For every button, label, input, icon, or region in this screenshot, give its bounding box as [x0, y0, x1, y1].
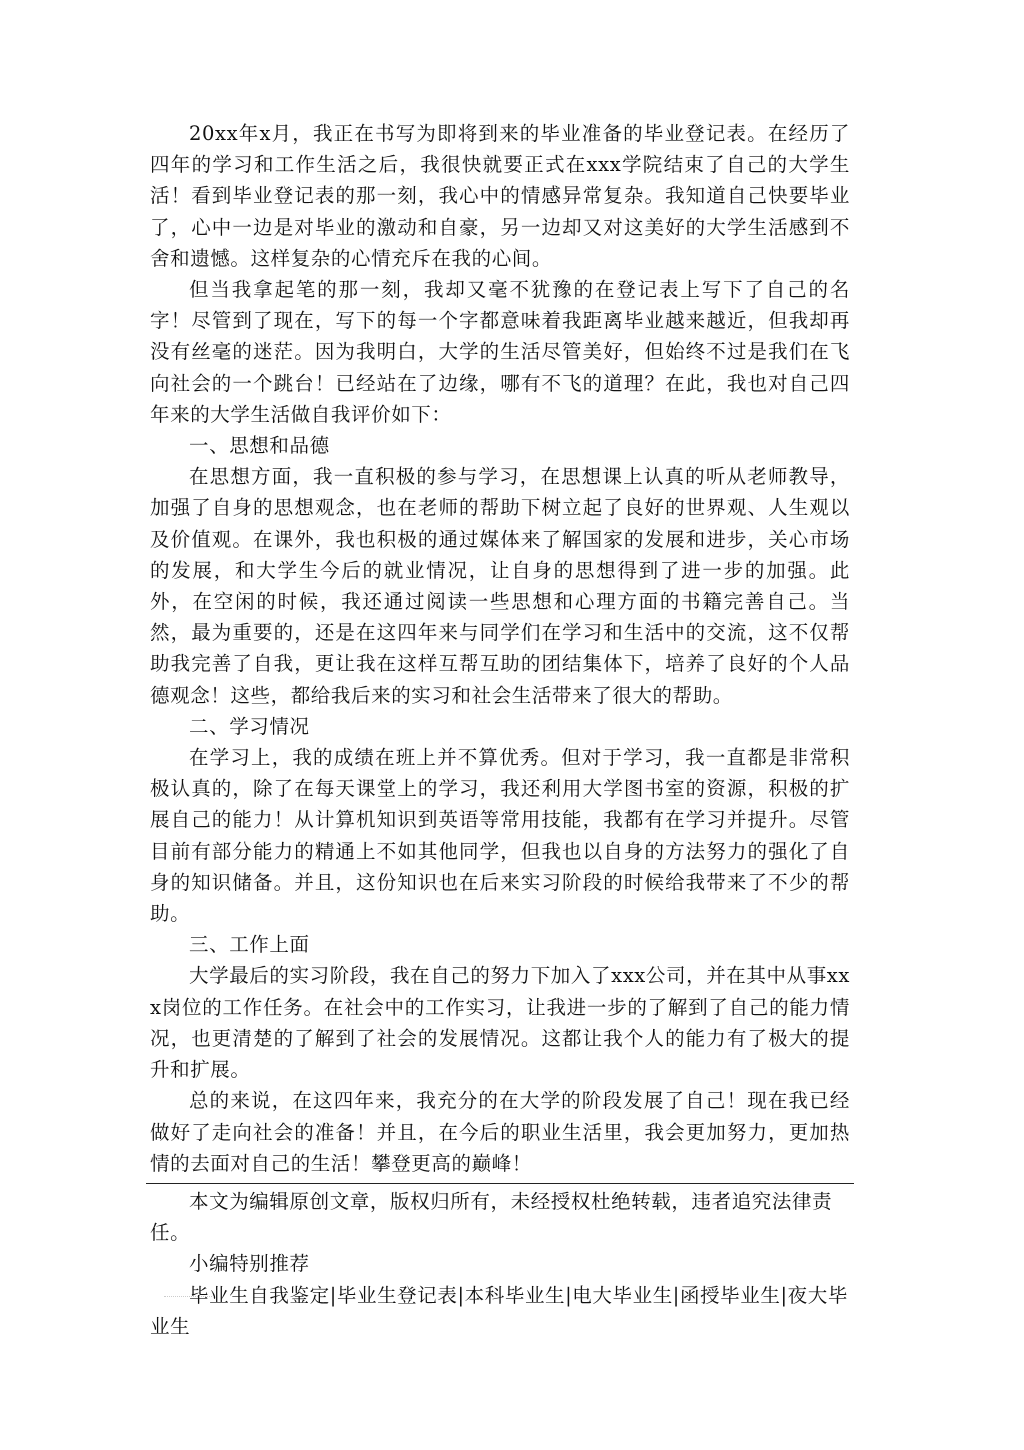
- intro-paragraph-1: 20xx年x月，我正在书写为即将到来的毕业准备的毕业登记表。在经历了四年的学习和工作生活之后，我很快就要正式在xxx学院结束了自己的大学生活！看到毕业登记表的那一刻，我心中的情感异常复杂。我知道自己快要毕业了，心中一边是对毕业的激动和自豪，另一边却又对这美好的大学生活感到不舍和遗憾。这样复杂的心情充斥在我的心间。: [150, 122, 850, 270]
- section-heading-1: 一、思想和品德: [189, 434, 330, 458]
- recommend-title: 小编特别推荐: [189, 1252, 310, 1276]
- page-end-mark: [164, 1296, 214, 1297]
- section-body-2: 在学习上，我的成绩在班上并不算优秀。但对于学习，我一直都是非常积极认真的，除了在每天课堂上的学习，我还利用大学图书室的资源，积极的扩展自己的能力！从计算机知识到英语等常用技能，我都有在学习并提升。尽管目前有部分能力的精通上不如其他同学，但我也以自身的方法努力的强化了自身的知识储备。并且，这份知识也在后来实习阶段的时候给我带来了不少的帮助。: [150, 746, 850, 926]
- conclusion-paragraph: 总的来说，在这四年来，我充分的在大学的阶段发展了自己！现在我已经做好了走向社会的准备！并且，在今后的职业生活里，我会更加努力，更加热情的去面对自己的生活！攀登更高的巅峰！: [150, 1089, 850, 1175]
- recommend-links[interactable]: 毕业生自我鉴定|毕业生登记表|本科毕业生|电大毕业生|函授毕业生|夜大毕业生: [150, 1283, 848, 1338]
- document-page: [150, 118, 850, 1342]
- footer-divider: [146, 1183, 854, 1184]
- section-body-3: 大学最后的实习阶段，我在自己的努力下加入了xxx公司，并在其中从事xxx岗位的工作任务。在社会中的工作实习，让我进一步的了解到了自己的能力情况，也更清楚的了解到了社会的发展情况。这都让我个人的能力有了极大的提升和扩展。: [150, 964, 850, 1082]
- copyright-notice: 本文为编辑原创文章，版权归所有，未经授权杜绝转载，违者追究法律责任。: [150, 1189, 833, 1245]
- section-heading-3: 三、工作上面: [189, 933, 310, 957]
- section-heading-2: 二、学习情况: [189, 714, 310, 738]
- intro-paragraph-2: 但当我拿起笔的那一刻，我却又毫不犹豫的在登记表上写下了自己的名字！尽管到了现在，写下的每一个字都意味着我距离毕业越来越近，但我却再没有丝毫的迷茫。因为我明白，大学的生活尽管美好，但始终不过是我们在飞向社会的一个跳台！已经站在了边缘，哪有不飞的道理？在此，我也对自己四年来的大学生活做自我评价如下：: [150, 278, 850, 426]
- section-body-1: 在思想方面，我一直积极的参与学习，在思想课上认真的听从老师教导，加强了自身的思想观念，也在老师的帮助下树立起了良好的世界观、人生观以及价值观。在课外，我也积极的通过媒体来了解国家的发展和进步，关心市场的发展，和大学生今后的就业情况，让自身的思想得到了进一步的加强。此外，在空闲的时候，我还通过阅读一些思想和心理方面的书籍完善自己。当然，最为重要的，还是在这四年来与同学们在学习和生活中的交流，这不仅帮助我完善了自我，更让我在这样互帮互助的团结集体下，培养了良好的个人品德观念！这些，都给我后来的实习和社会生活带来了很大的帮助。: [150, 465, 850, 707]
